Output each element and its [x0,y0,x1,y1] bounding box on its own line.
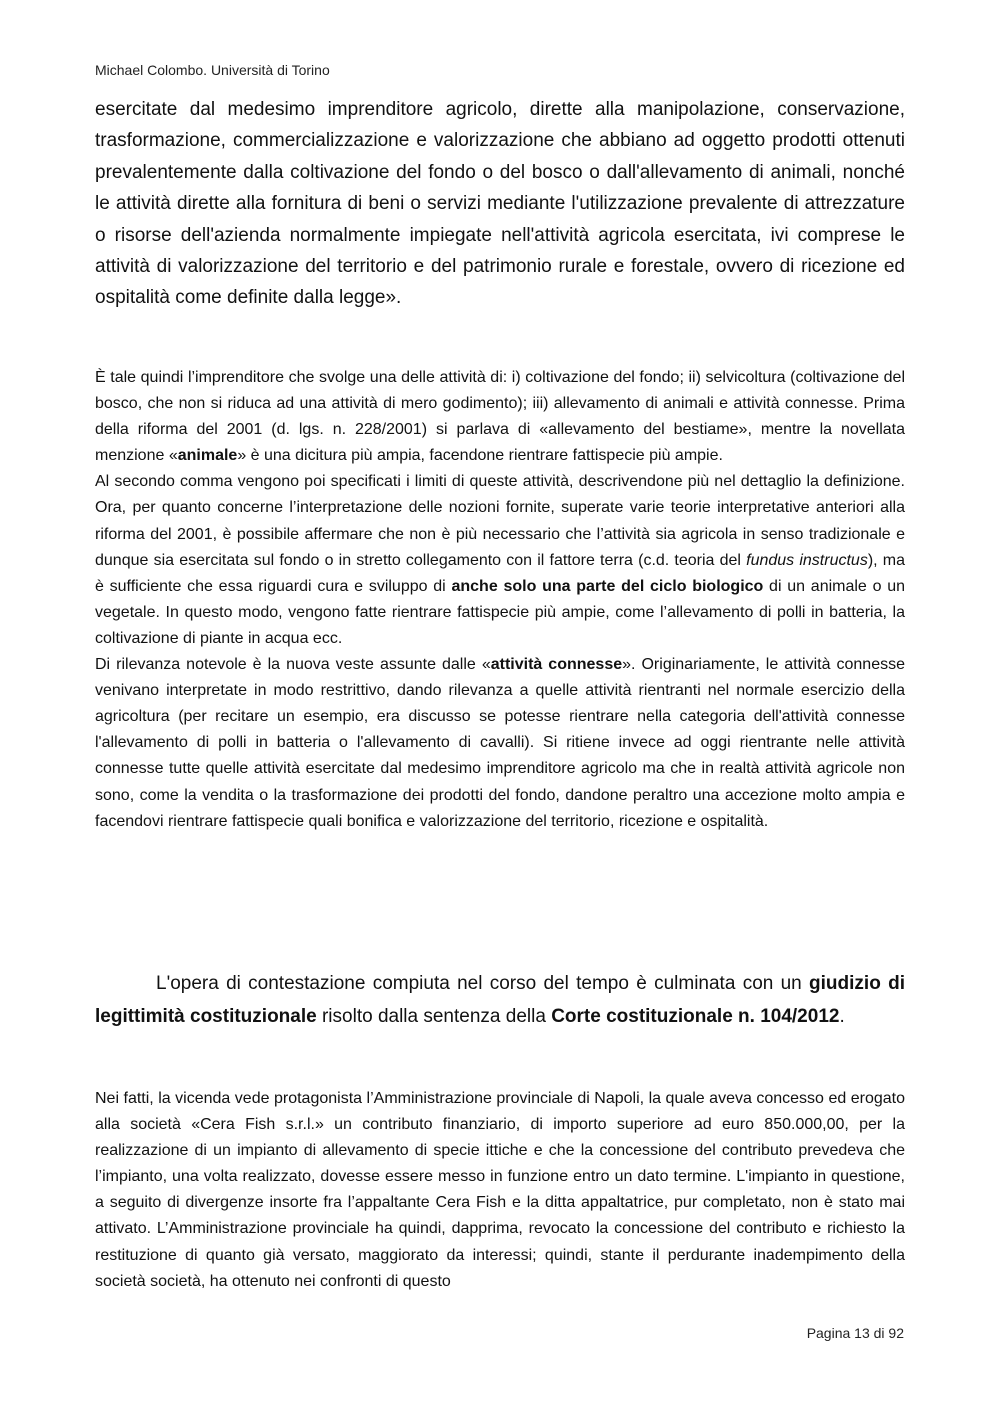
commentary-section [95,365,905,835]
page-header: Michael Colombo. Università di Torino [95,62,330,78]
italic-term-fundus: fundus instructus [746,551,868,569]
paragraph-activities: È tale quindi l’imprenditore che svolge una delle attività di: i) coltivazione del fondo; ii) selvicoltura (coltivazione del bosco, che non si riduca ad una attività di mero godimento); iii) allevamento di animali e attività connesse. Prima della riforma del 2001 (d. lgs. n. 228/2001) si parlava di «allevamento del bestiame», mentre la novellata menzione «animale» è una dicitura più ampia, facendone rientrare fattispecie più ampie. [95,369,905,465]
bold-term-giudizio: giudizio di legittimità costituzionale [95,973,905,1027]
bold-term-animale: animale [177,447,238,465]
bold-term-corte-costituzionale: Corte costituzionale n. 104/2012 [551,1006,840,1027]
page-number: Pagina 13 di 92 [806,1325,904,1341]
facts-paragraph: Nei fatti, la vicenda vede protagonista l’Amministrazione provinciale di Napoli, la quale aveva concesso ed erogato alla società «Cera Fish s.r.l.» un contributo finanziario, di importo superiore ad euro 850.000,00, per la realizzazione di un impianto di allevamento di specie ittiche e che la concessione del contributo prevedeva che l’impianto, una volta realizzato, dovesse essere messo in funzione entro un dato termine. L'impianto in questione, a seguito di divergenze insorte fra l’appaltante Cera Fish e la ditta appaltatrice, pur completato, non è stato mai attivato. L’Amministrazione provinciale ha quindi, dapprima, revocato la concessione del contributo e richiesto la restituzione di quanto già versato, maggiorato da interessi; quindi, stante il perdurante inadempimento della società società, ha ottenuto nei confronti di questo [95,1090,905,1290]
paragraph-attivita-connesse: Di rilevanza notevole è la nuova veste assunte dalle «attività connesse». Originariamente, le attività connesse venivano interpretate in modo restrittivo, dando rilevanza a quelle attività rientranti nel normale esercizio della agricoltura (per recitare un esempio, era discusso se potesse rientrare nella categoria dell'attività connesse l'allevamento di polli in batteria o l'allevamento di cavalli). Si ritiene invece ad oggi rientrante nelle attività connesse tutte quelle attività esercitate dal medesimo imprenditore agricolo ma che in realtà attività agricole non sono, come la vendita o la trasformazione dei prodotti del fondo, dandone peraltro una accezione molto ampia e facendovi rientrare fattispecie quali bonifica e valorizzazione del territorio, ricezione e ospitalità. [95,656,905,830]
paragraph-second-comma: Al secondo comma vengono poi specificati i limiti di queste attività, descrivendone più nel dettaglio la definizione. Ora, per quanto concerne l’interpretazione delle nozioni fornite, superate varie teorie interpretative anteriori alla riforma del 2001, è possibile affermare che non è più necessario che l’attività sia agricola in senso tradizionale e dunque sia esercitata sul fondo o in stretto collegamento con il fattore terra (c.d. teoria del fundus instructus), ma è sufficiente che essa riguardi cura e sviluppo di anche solo una parte del ciclo biologico di un animale o un vegetale. In questo modo, vengono fatte rientrare fattispecie più ampie, come l’allevamento di polli in batteria, la coltivazione di piante in acqua ecc. [95,473,906,647]
bold-term-ciclo-biologico: anche solo una parte del ciclo biologico [451,577,764,595]
bold-term-attivita-connesse: attività connesse [490,656,623,674]
quote-paragraph: esercitate dal medesimo imprenditore agricolo, dirette alla manipolazione, conservazione, trasformazione, commercializzazione e valorizzazione che abbiano ad oggetto prodotti ottenuti prevalentemente dalla coltivazione del fondo o del bosco o dall'allevamento di animali, nonché le attività dirette alla fornitura di beni o servizi mediante l'utilizzazione prevalente di attrezzature o risorse dell'azienda normalmente impiegate nell'attività agricola esercitata, ivi comprese le attività di valorizzazione del territorio e del patrimonio rurale e forestale, ovvero di ricezione ed ospitalità come definite dalla legge». [95,99,905,309]
lead-paragraph: L'opera di contestazione compiuta nel corso del tempo è culminata con un giudizio di legittimità costituzionale risolto dalla sentenza della Corte costituzionale n. 104/2012. [95,973,905,1027]
